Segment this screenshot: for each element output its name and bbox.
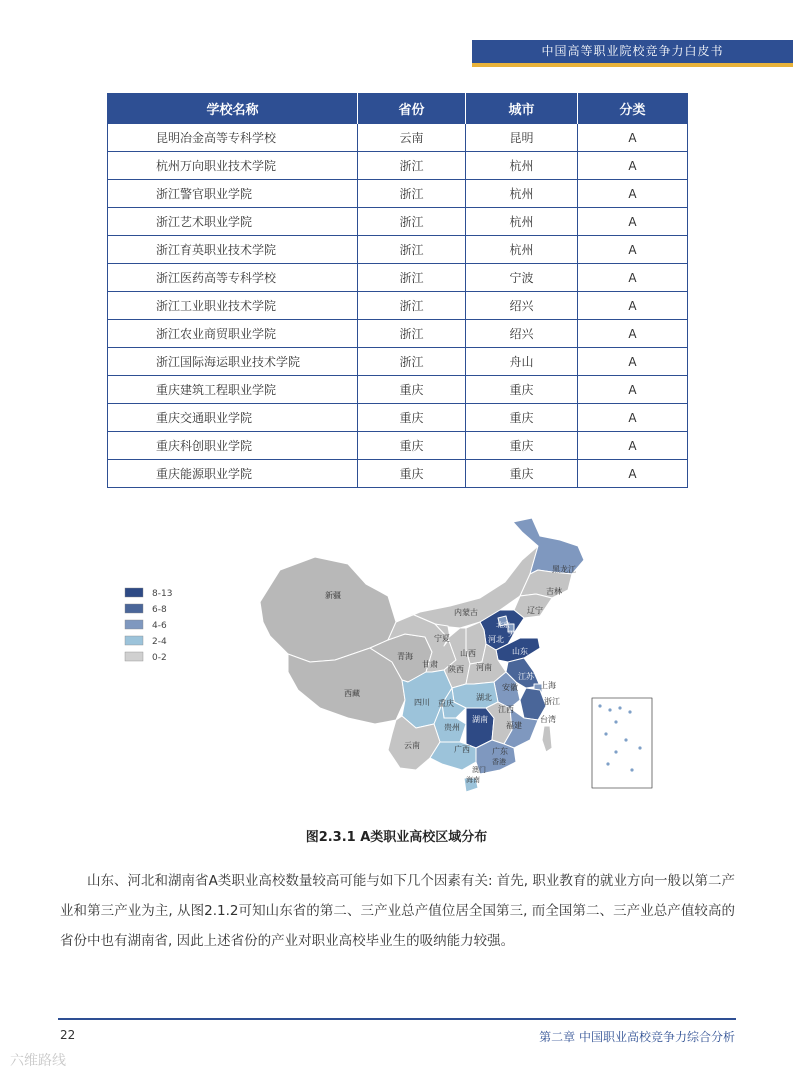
table-row	[108, 180, 688, 208]
province-cell: 浙江	[358, 348, 466, 376]
label-henan: 河南	[476, 663, 492, 672]
label-guangxi: 广西	[454, 745, 470, 754]
category-cell: A	[578, 376, 688, 404]
school-name-cell: 杭州万向职业技术学院	[108, 152, 358, 180]
label-neimenggu: 内蒙古	[454, 608, 478, 617]
school-name-cell: 重庆建筑工程职业学院	[108, 376, 358, 404]
category-cell: A	[578, 152, 688, 180]
figure-caption: 图2.3.1 A类职业高校区域分布	[305, 830, 488, 845]
city-cell: 杭州	[466, 180, 578, 208]
category-cell: A	[578, 320, 688, 348]
label-jilin: 吉林	[546, 587, 562, 596]
table-row	[108, 320, 688, 348]
label-yunnan: 云南	[404, 741, 420, 750]
column-header-school: 学校名称	[108, 94, 358, 124]
label-shanxi: 山西	[460, 649, 476, 658]
label-xizang: 西藏	[344, 689, 360, 698]
category-cell: A	[578, 404, 688, 432]
header-accent-line	[472, 63, 793, 67]
school-name-cell: 昆明冶金高等专科学校	[108, 124, 358, 152]
school-name-cell: 重庆交通职业学院	[108, 404, 358, 432]
table-header-row	[108, 94, 688, 124]
city-cell: 重庆	[466, 376, 578, 404]
label-xinjiang: 新疆	[325, 591, 341, 600]
label-heilongjiang: 黑龙江	[552, 565, 576, 574]
province-cell: 云南	[358, 124, 466, 152]
label-ningxia: 宁夏	[434, 634, 450, 643]
label-shandong: 山东	[512, 647, 528, 656]
category-cell: A	[578, 208, 688, 236]
city-cell: 绍兴	[466, 292, 578, 320]
province-taiwan	[542, 726, 552, 752]
body-paragraph: 山东、河北和湖南省A类职业高校数量较高可能与如下几个因素有关: 首先, 职业教育的就业方向一般以第二产业和第三产业为主, 从图2.1.2可知山东省的第二、三产业总产值位居全国第三, 而全国第二、三产业总产值较高的省份中也有湖南省, 因此上述省份的产业对职业高校毕业生的吸纳能力较强。	[60, 873, 735, 949]
province-cell: 重庆	[358, 404, 466, 432]
label-beijing: 北京	[496, 621, 510, 629]
page-number: 22	[60, 1028, 76, 1042]
chapter-title: 第二章 中国职业高校竞争力综合分析	[539, 1030, 735, 1044]
label-jiangsu: 江苏	[518, 672, 534, 681]
city-cell: 重庆	[466, 460, 578, 488]
legend-label: 4-6	[152, 621, 167, 631]
column-header-city: 城市	[466, 94, 578, 124]
province-cell: 浙江	[358, 292, 466, 320]
category-cell: A	[578, 264, 688, 292]
school-name-cell: 浙江医药高等专科学校	[108, 264, 358, 292]
south-sea-inset	[592, 698, 652, 788]
table-row	[108, 208, 688, 236]
province-cell: 浙江	[358, 180, 466, 208]
legend-swatch-2-4	[125, 636, 143, 645]
category-cell: A	[578, 124, 688, 152]
province-cell: 浙江	[358, 208, 466, 236]
province-cell: 浙江	[358, 264, 466, 292]
school-name-cell: 浙江农业商贸职业学院	[108, 320, 358, 348]
label-taiwan: 台湾	[540, 715, 556, 724]
legend-swatch-8-13	[125, 588, 143, 597]
label-zhejiang: 浙江	[544, 697, 560, 706]
school-name-cell: 浙江国际海运职业技术学院	[108, 348, 358, 376]
label-gansu: 甘肃	[422, 660, 438, 669]
category-cell: A	[578, 432, 688, 460]
category-cell: A	[578, 236, 688, 264]
label-guizhou: 贵州	[444, 723, 460, 732]
map-legend	[125, 588, 172, 663]
table-row	[108, 264, 688, 292]
footer-rule	[58, 1018, 736, 1020]
category-cell: A	[578, 180, 688, 208]
legend-label: 8-13	[152, 589, 173, 599]
legend-swatch-6-8	[125, 604, 143, 613]
label-hubei: 湖北	[476, 693, 492, 702]
school-table	[107, 93, 688, 488]
label-qinghai: 青海	[397, 652, 413, 661]
city-cell: 宁波	[466, 264, 578, 292]
label-hainan: 海南	[466, 776, 480, 784]
legend-label: 6-8	[152, 605, 167, 615]
table-row	[108, 460, 688, 488]
city-cell: 杭州	[466, 236, 578, 264]
label-jiangxi: 江西	[498, 705, 514, 714]
province-cell: 重庆	[358, 432, 466, 460]
column-header-province: 省份	[358, 94, 466, 124]
province-cell: 重庆	[358, 376, 466, 404]
school-name-cell: 重庆能源职业学院	[108, 460, 358, 488]
label-hongkong: 香港	[492, 758, 506, 766]
label-macau: 澳门	[472, 766, 486, 774]
book-title: 中国高等职业院校竞争力白皮书	[541, 44, 724, 58]
school-name-cell: 浙江警官职业学院	[108, 180, 358, 208]
table-row	[108, 152, 688, 180]
table-row	[108, 432, 688, 460]
city-cell: 昆明	[466, 124, 578, 152]
category-cell: A	[578, 292, 688, 320]
label-tianjin: 天津	[508, 630, 522, 638]
province-cell: 浙江	[358, 152, 466, 180]
category-cell: A	[578, 348, 688, 376]
label-shaanxi: 陕西	[448, 665, 464, 674]
table-row	[108, 236, 688, 264]
watermark-text: 六维路线	[10, 1053, 66, 1069]
province-cell: 浙江	[358, 320, 466, 348]
label-sichuan: 四川	[414, 698, 430, 707]
china-region-map	[120, 512, 660, 812]
school-name-cell: 浙江艺术职业学院	[108, 208, 358, 236]
label-liaoning: 辽宁	[527, 606, 543, 615]
school-name-cell: 浙江工业职业技术学院	[108, 292, 358, 320]
city-cell: 重庆	[466, 432, 578, 460]
label-guangdong: 广东	[492, 747, 508, 756]
city-cell: 杭州	[466, 152, 578, 180]
school-name-cell: 重庆科创职业学院	[108, 432, 358, 460]
table-row	[108, 292, 688, 320]
legend-swatch-0-2	[125, 652, 143, 661]
label-anhui: 安徽	[502, 683, 518, 692]
table-row	[108, 404, 688, 432]
city-cell: 舟山	[466, 348, 578, 376]
label-hunan: 湖南	[472, 715, 488, 724]
label-fujian: 福建	[506, 721, 522, 730]
label-chongqing: 重庆	[438, 699, 454, 708]
table-row	[108, 124, 688, 152]
province-cell: 浙江	[358, 236, 466, 264]
column-header-category: 分类	[578, 94, 688, 124]
legend-label: 0-2	[152, 653, 167, 663]
province-cell: 重庆	[358, 460, 466, 488]
legend-label: 2-4	[152, 637, 167, 647]
legend-swatch-4-6	[125, 620, 143, 629]
label-hebei: 河北	[488, 635, 504, 644]
table-row	[108, 348, 688, 376]
table-row	[108, 376, 688, 404]
city-cell: 重庆	[466, 404, 578, 432]
school-name-cell: 浙江育英职业技术学院	[108, 236, 358, 264]
city-cell: 绍兴	[466, 320, 578, 348]
label-shanghai: 上海	[540, 681, 556, 690]
category-cell: A	[578, 460, 688, 488]
city-cell: 杭州	[466, 208, 578, 236]
